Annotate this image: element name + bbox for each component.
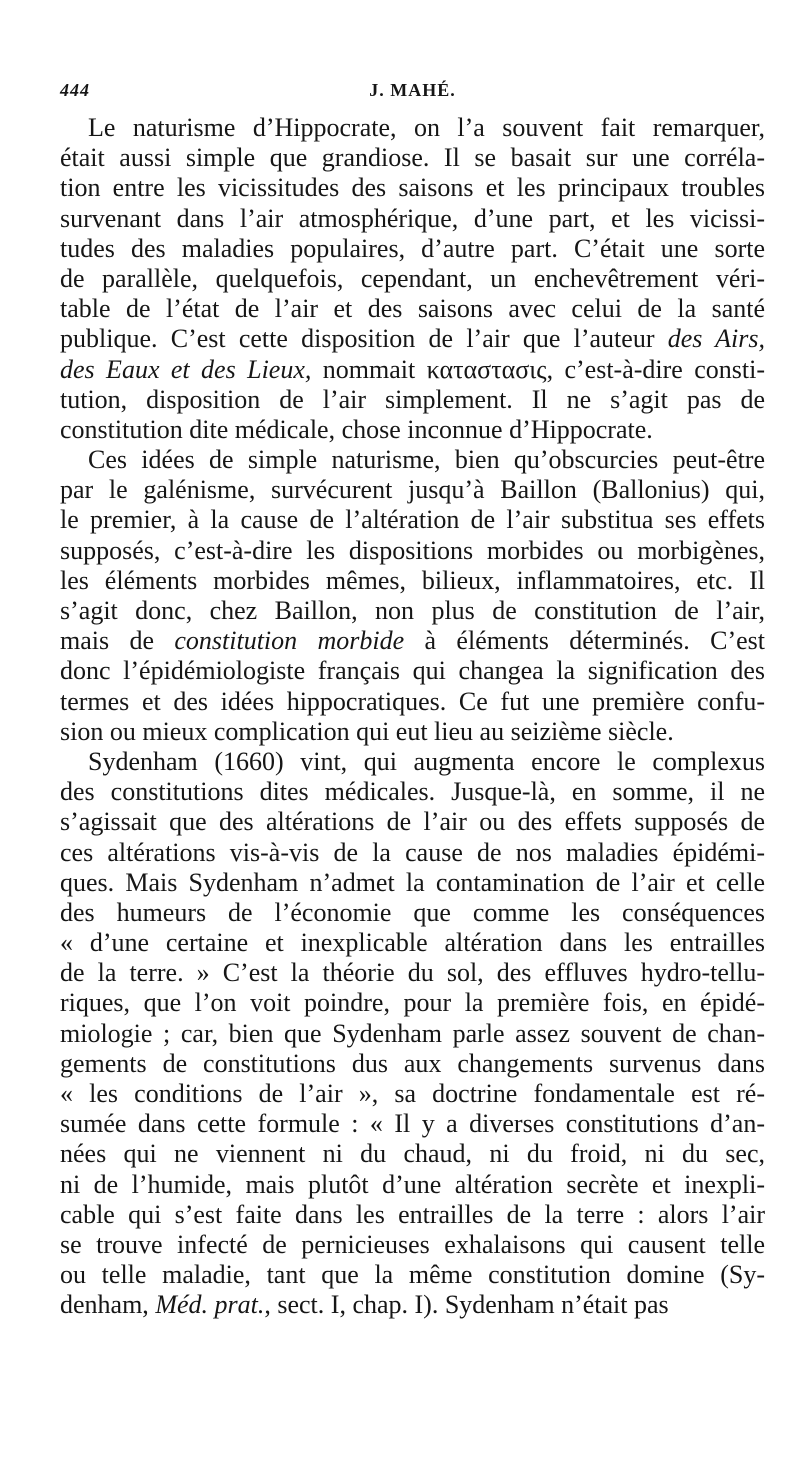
text-line <box>60 204 765 234</box>
text-line <box>60 898 765 928</box>
text-line <box>60 475 765 505</box>
text-line <box>60 324 765 354</box>
author-header: J. MAHÉ. <box>369 80 456 100</box>
text-run: supposés, c’est-à-dire les dispositions morbides ou morbigènes, <box>60 535 765 565</box>
text-line <box>60 1200 765 1230</box>
text-line <box>60 807 765 837</box>
text-run: constitution dite médicale, chose inconnue d’Hippocrate. <box>60 414 653 444</box>
text-run: nées qui ne viennent ni du chaud, ni du froid, ni du sec, <box>60 1139 765 1169</box>
body-text <box>60 113 765 1321</box>
text-run: Sydenham (1660) vint, qui augmenta encore le complexus <box>88 746 765 776</box>
text-run: tution, disposition de l’air simplement. Il ne s’agit pas de <box>60 384 765 414</box>
text-line <box>60 264 765 294</box>
text-line <box>60 928 765 958</box>
running-head <box>60 80 765 110</box>
text-run: tudes des maladies populaires, d’autre part. C’était une sorte <box>60 233 765 263</box>
text-run: ques. Mais Sydenham n’admet la contamination de l’air et celle <box>60 867 765 897</box>
text-run: à éléments déterminés. C’est <box>404 626 765 656</box>
text-line <box>60 385 765 415</box>
text-run: ou telle maladie, tant que la même constitution domine (Sy- <box>60 1260 765 1290</box>
text-run: de parallèle, quelquefois, cependant, un enchevêtrement véri- <box>60 263 765 293</box>
text-line <box>60 415 765 445</box>
paragraph <box>60 445 765 747</box>
text-run: par le galénisme, survécurent jusqu’à Baillon (Ballonius) qui, <box>60 475 765 505</box>
text-line <box>60 445 765 475</box>
text-run: se trouve infecté de pernicieuses exhalaisons qui causent telle <box>60 1229 765 1259</box>
text-run: Le naturisme d’Hippocrate, on l’a souvent fait remarquer, <box>88 113 765 142</box>
text-line <box>60 777 765 807</box>
text-line <box>60 143 765 173</box>
italic-text: Méd. prat. <box>155 1290 265 1320</box>
text-line <box>60 596 765 626</box>
paragraph <box>60 113 765 445</box>
text-run: donc l’épidémiologiste français qui changea la signification des <box>60 656 765 686</box>
text-line <box>60 1109 765 1139</box>
text-run: était aussi simple que grandiose. Il se basait sur une corréla- <box>60 143 765 173</box>
text-run: ces altérations vis-à-vis de la cause de nos maladies épidémi- <box>60 837 765 867</box>
text-run: denham, <box>60 1290 156 1320</box>
text-line <box>60 536 765 566</box>
text-line <box>60 234 765 264</box>
text-run: riques, que l’on voit poindre, pour la première fois, en épidé- <box>60 988 765 1018</box>
text-line <box>60 687 765 717</box>
text-line <box>60 717 765 747</box>
text-line <box>60 1260 765 1290</box>
text-run: s’agit donc, chez Baillon, non plus de constitution de l’air, <box>60 596 765 625</box>
text-run: sumée dans cette formule : « Il y a diverses constitutions d’an- <box>60 1109 765 1139</box>
italic-text: constitution morbide <box>174 626 405 656</box>
text-line <box>60 173 765 203</box>
text-run: gements de constitutions dus aux changements survenus dans <box>60 1048 765 1078</box>
text-line <box>60 1019 765 1049</box>
paragraph <box>60 747 765 1321</box>
text-line <box>60 988 765 1018</box>
text-run: des constitutions dites médicales. Jusque-là, en somme, il ne <box>60 777 765 807</box>
text-run: termes et des idées hippocratiques. Ce fut une première confu- <box>60 686 765 716</box>
text-line <box>60 626 765 656</box>
text-line <box>60 747 765 777</box>
page-number: 444 <box>60 80 90 100</box>
text-line <box>60 1139 765 1169</box>
text-run: des humeurs de l’économie que comme les conséquences <box>60 897 765 927</box>
text-run: le premier, à la cause de l’altération de l’air substitua ses effets <box>60 505 765 535</box>
text-line <box>60 566 765 596</box>
text-run: survenant dans l’air atmosphérique, d’une part, et les vicissi- <box>60 203 765 233</box>
text-line <box>60 958 765 988</box>
text-run: mais de <box>60 626 175 656</box>
text-line <box>60 868 765 898</box>
text-run: tion entre les vicissitudes des saisons et les principaux troubles <box>60 173 765 203</box>
text-run: nommait καταστασις, c’est-à-dire consti- <box>311 354 765 384</box>
text-line <box>60 838 765 868</box>
italic-text: des Airs, <box>667 324 765 354</box>
text-run: miologie ; car, bien que Sydenham parle assez souvent de chan- <box>60 1018 765 1048</box>
text-run: s’agissait que des altérations de l’air ou des effets supposés de <box>60 807 765 837</box>
text-run: , sect. I, chap. I). Sydenham n’était pas <box>264 1290 669 1320</box>
text-line <box>60 1049 765 1079</box>
text-run: Ces idées de simple naturisme, bien qu’obscurcies peut-être <box>88 445 765 475</box>
text-line <box>60 1170 765 1200</box>
text-run: cable qui s’est faite dans les entrailles de la terre : alors l’air <box>60 1199 765 1229</box>
text-run: « les conditions de l’air », sa doctrine fondamentale est ré- <box>60 1079 765 1108</box>
text-run: ni de l’humide, mais plutôt d’une altération secrète et inexpli- <box>60 1169 765 1199</box>
text-run: table de l’état de l’air et des saisons avec celui de la santé <box>60 294 765 324</box>
text-line <box>60 294 765 324</box>
text-line <box>60 1290 765 1320</box>
text-line <box>60 656 765 686</box>
text-line <box>60 505 765 535</box>
text-line <box>60 355 765 385</box>
text-line <box>60 1230 765 1260</box>
italic-text: des Eaux et des Lieux, <box>60 354 312 384</box>
text-run: les éléments morbides mêmes, bilieux, inflammatoires, etc. Il <box>60 565 765 595</box>
text-line <box>60 1079 765 1109</box>
text-run: sion ou mieux complication qui eut lieu au seizième siècle. <box>60 716 674 746</box>
text-run: « d’une certaine et inexplicable altération dans les entrailles <box>60 928 765 958</box>
text-line <box>60 113 765 143</box>
text-run: publique. C’est cette disposition de l’air que l’auteur <box>60 324 668 354</box>
text-run: de la terre. » C’est la théorie du sol, des effluves hydro-tellu- <box>60 958 765 988</box>
